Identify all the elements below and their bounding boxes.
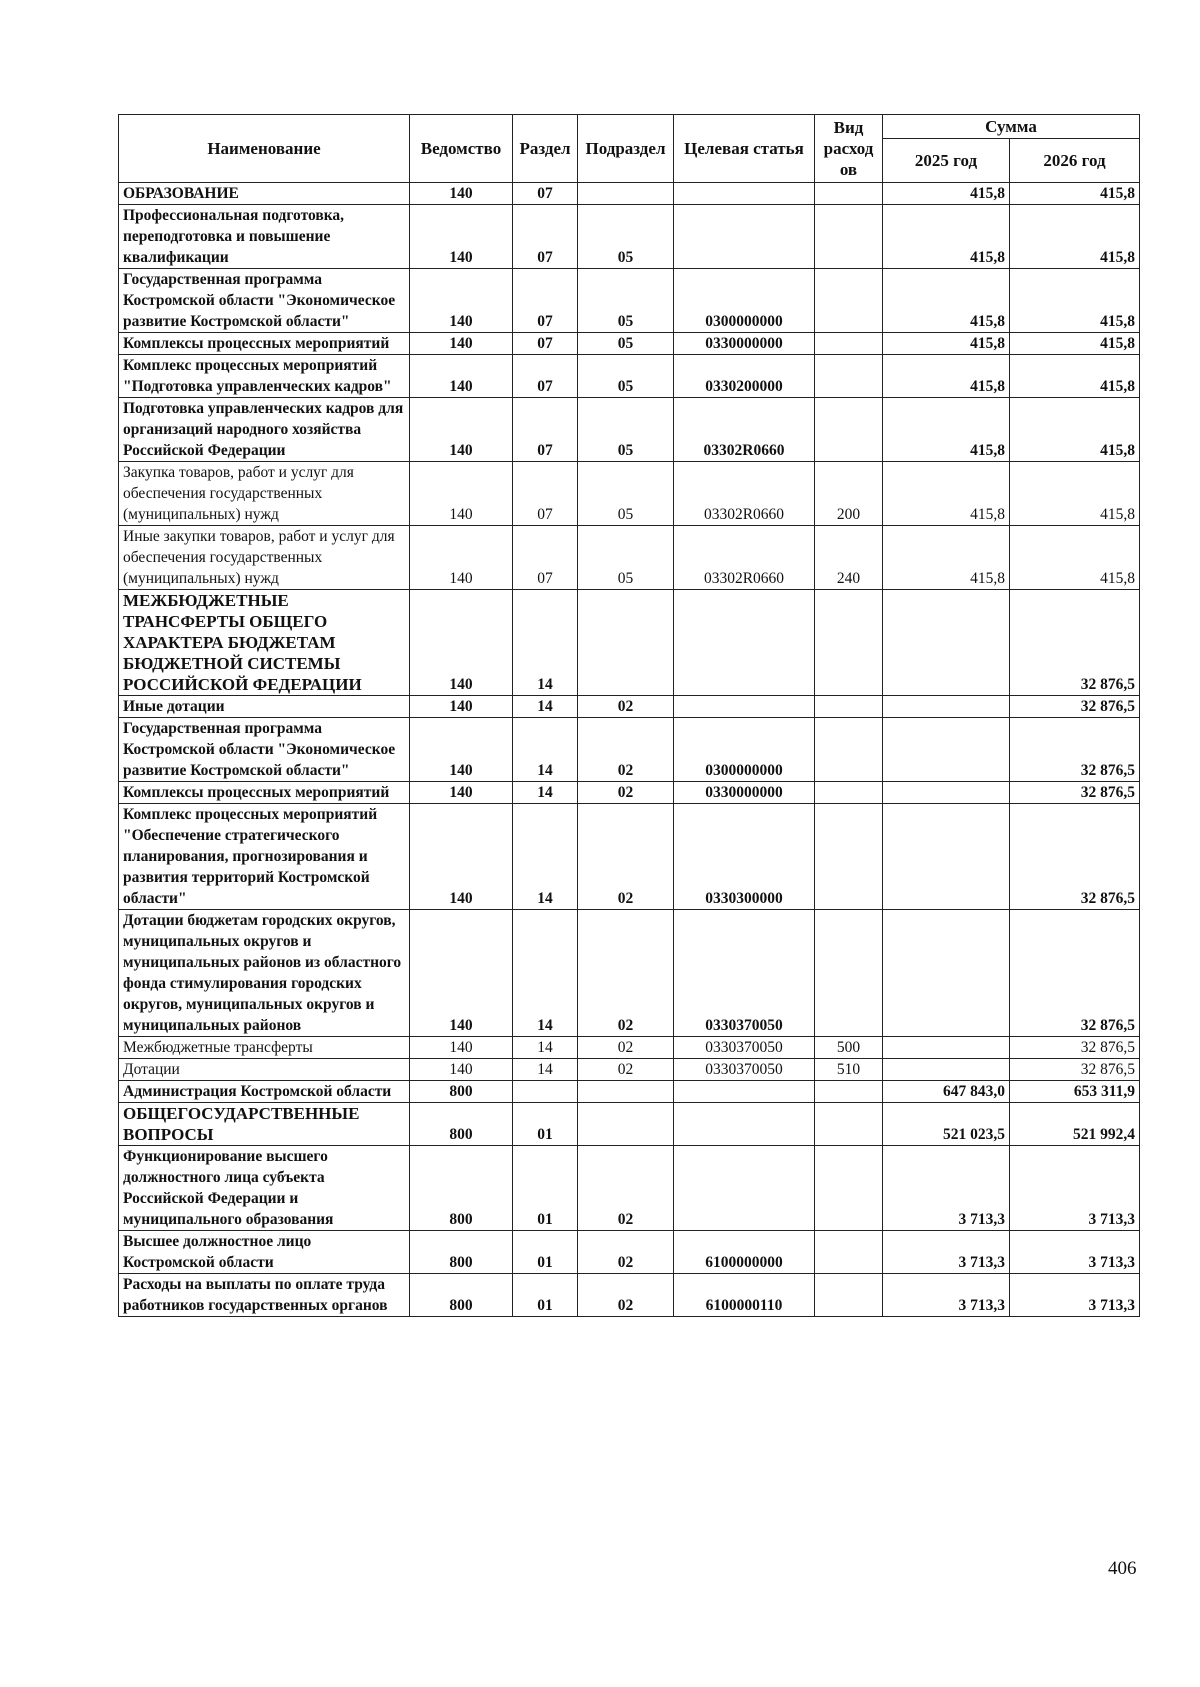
header-dept: Ведомство [410,115,513,183]
header-2025: 2025 год [883,139,1010,183]
table-row [119,333,1140,355]
cell-name: Профессиональная подготовка, переподготовка и повышение квалификации [119,205,410,269]
header-exptype: Вид расход ов [815,115,883,183]
cell-y2025: 647 843,0 [883,1081,1010,1103]
cell-y2026: 32 876,5 [1010,1037,1140,1059]
header-subsection: Подраздел [578,115,674,183]
cell-y2026: 415,8 [1010,462,1140,526]
cell-exptype [815,1231,883,1274]
cell-subsection [578,1081,674,1103]
cell-target: 0300000000 [674,269,815,333]
cell-dept: 140 [410,1059,513,1081]
cell-name: Комплекс процессных мероприятий "Обеспечение стратегического планирования, прогнозирования и развития территорий Костромской области" [119,804,410,910]
cell-subsection: 05 [578,333,674,355]
cell-subsection: 02 [578,718,674,782]
cell-y2025: 3 713,3 [883,1274,1010,1317]
cell-y2026: 32 876,5 [1010,718,1140,782]
cell-target [674,1103,815,1146]
cell-y2026: 3 713,3 [1010,1231,1140,1274]
cell-section: 14 [513,1059,578,1081]
cell-name: Подготовка управленческих кадров для организаций народного хозяйства Российской Федерации [119,398,410,462]
cell-section: 01 [513,1146,578,1231]
cell-name: МЕЖБЮДЖЕТНЫЕ ТРАНСФЕРТЫ ОБЩЕГО ХАРАКТЕРА БЮДЖЕТАМ БЮДЖЕТНОЙ СИСТЕМЫ РОССИЙСКОЙ ФЕДЕРАЦИИ [119,590,410,696]
cell-subsection: 05 [578,205,674,269]
cell-name: Иные дотации [119,696,410,718]
cell-exptype [815,333,883,355]
cell-dept: 140 [410,696,513,718]
cell-y2025: 415,8 [883,205,1010,269]
cell-y2025 [883,1059,1010,1081]
cell-subsection: 05 [578,269,674,333]
table-row [119,183,1140,205]
cell-y2026: 32 876,5 [1010,1059,1140,1081]
cell-exptype [815,1103,883,1146]
cell-subsection [578,1103,674,1146]
cell-subsection: 02 [578,1274,674,1317]
table-row [119,398,1140,462]
page-number: 406 [1108,1558,1137,1579]
cell-y2025 [883,804,1010,910]
cell-section [513,1081,578,1103]
cell-y2026: 415,8 [1010,398,1140,462]
cell-y2026: 32 876,5 [1010,782,1140,804]
cell-section: 01 [513,1103,578,1146]
cell-section: 07 [513,462,578,526]
cell-exptype [815,1081,883,1103]
cell-section: 14 [513,590,578,696]
cell-y2026: 415,8 [1010,333,1140,355]
cell-target [674,696,815,718]
cell-section: 07 [513,526,578,590]
cell-y2025: 3 713,3 [883,1231,1010,1274]
cell-y2026: 32 876,5 [1010,804,1140,910]
cell-y2025: 3 713,3 [883,1146,1010,1231]
cell-dept: 140 [410,782,513,804]
cell-exptype [815,1146,883,1231]
cell-target: 0330370050 [674,1059,815,1081]
cell-exptype [815,355,883,398]
cell-exptype [815,910,883,1037]
cell-target: 0330370050 [674,1037,815,1059]
header-section: Раздел [513,115,578,183]
cell-y2026: 415,8 [1010,183,1140,205]
cell-dept: 140 [410,398,513,462]
cell-y2026: 3 713,3 [1010,1146,1140,1231]
cell-target: 0330370050 [674,910,815,1037]
cell-y2026: 415,8 [1010,526,1140,590]
cell-y2025: 415,8 [883,526,1010,590]
cell-target: 03302R0660 [674,462,815,526]
table-row [119,696,1140,718]
cell-dept: 140 [410,1037,513,1059]
table-row [119,526,1140,590]
cell-name: Дотации бюджетам городских округов, муниципальных округов и муниципальных районов из областного фонда стимулирования городских округов, муниципальных округов и муниципальных районов [119,910,410,1037]
table-row [119,782,1140,804]
cell-name: Комплексы процессных мероприятий [119,782,410,804]
cell-exptype [815,269,883,333]
cell-name: Межбюджетные трансферты [119,1037,410,1059]
cell-section: 07 [513,333,578,355]
cell-dept: 140 [410,462,513,526]
table-row [119,1081,1140,1103]
header-target: Целевая статья [674,115,815,183]
cell-target [674,590,815,696]
cell-subsection: 02 [578,696,674,718]
cell-dept: 800 [410,1274,513,1317]
cell-subsection [578,183,674,205]
cell-dept: 140 [410,526,513,590]
cell-y2025: 415,8 [883,398,1010,462]
cell-subsection: 02 [578,1037,674,1059]
cell-dept: 140 [410,205,513,269]
cell-target [674,183,815,205]
cell-section: 14 [513,782,578,804]
cell-exptype: 200 [815,462,883,526]
cell-y2026: 415,8 [1010,205,1140,269]
cell-exptype [815,1274,883,1317]
cell-exptype: 500 [815,1037,883,1059]
table-row [119,590,1140,696]
header-sum: Сумма [883,115,1140,139]
cell-target: 0330000000 [674,333,815,355]
cell-section: 14 [513,696,578,718]
cell-target [674,1081,815,1103]
cell-target: 0300000000 [674,718,815,782]
cell-y2025: 415,8 [883,269,1010,333]
table-row [119,1103,1140,1146]
cell-dept: 140 [410,333,513,355]
cell-subsection: 02 [578,782,674,804]
cell-dept: 140 [410,910,513,1037]
cell-dept: 140 [410,804,513,910]
cell-name: Иные закупки товаров, работ и услуг для обеспечения государственных (муниципальных) нужд [119,526,410,590]
cell-subsection: 05 [578,526,674,590]
cell-subsection: 02 [578,804,674,910]
header-name: Наименование [119,115,410,183]
cell-y2025 [883,590,1010,696]
cell-section: 01 [513,1274,578,1317]
cell-name: Государственная программа Костромской области "Экономическое развитие Костромской области" [119,269,410,333]
cell-name: Комплекс процессных мероприятий "Подготовка управленческих кадров" [119,355,410,398]
cell-section: 07 [513,355,578,398]
table-row [119,462,1140,526]
header-2026: 2026 год [1010,139,1140,183]
cell-dept: 140 [410,718,513,782]
cell-subsection: 05 [578,355,674,398]
table-row [119,1274,1140,1317]
cell-y2025: 415,8 [883,333,1010,355]
table-row [119,1037,1140,1059]
budget-table [118,114,1140,1317]
cell-subsection [578,590,674,696]
cell-subsection: 02 [578,1146,674,1231]
cell-dept: 800 [410,1146,513,1231]
cell-exptype [815,590,883,696]
cell-exptype [815,804,883,910]
cell-y2026: 32 876,5 [1010,590,1140,696]
cell-dept: 800 [410,1081,513,1103]
cell-target [674,1146,815,1231]
cell-target: 6100000000 [674,1231,815,1274]
cell-section: 14 [513,1037,578,1059]
cell-dept: 140 [410,355,513,398]
cell-target: 6100000110 [674,1274,815,1317]
cell-section: 14 [513,910,578,1037]
cell-target: 0330200000 [674,355,815,398]
cell-name: Государственная программа Костромской области "Экономическое развитие Костромской области" [119,718,410,782]
cell-section: 01 [513,1231,578,1274]
table-row [119,910,1140,1037]
cell-exptype: 240 [815,526,883,590]
cell-dept: 140 [410,183,513,205]
cell-name: Дотации [119,1059,410,1081]
cell-y2025 [883,1037,1010,1059]
cell-name: ОБРАЗОВАНИЕ [119,183,410,205]
cell-target [674,205,815,269]
table-row [119,718,1140,782]
table-row [119,1146,1140,1231]
cell-section: 14 [513,718,578,782]
cell-y2025: 415,8 [883,355,1010,398]
cell-exptype [815,205,883,269]
cell-name: Высшее должностное лицо Костромской области [119,1231,410,1274]
cell-exptype [815,782,883,804]
cell-name: Комплексы процессных мероприятий [119,333,410,355]
cell-y2026: 415,8 [1010,355,1140,398]
cell-exptype [815,183,883,205]
table-row [119,1059,1140,1081]
cell-name: Закупка товаров, работ и услуг для обеспечения государственных (муниципальных) нужд [119,462,410,526]
cell-name: Функционирование высшего должностного лица субъекта Российской Федерации и муниципального образования [119,1146,410,1231]
cell-section: 07 [513,398,578,462]
cell-target: 0330000000 [674,782,815,804]
cell-section: 07 [513,205,578,269]
cell-subsection: 02 [578,910,674,1037]
cell-dept: 140 [410,590,513,696]
cell-y2026: 521 992,4 [1010,1103,1140,1146]
cell-y2026: 415,8 [1010,269,1140,333]
cell-subsection: 05 [578,462,674,526]
table-row [119,269,1140,333]
cell-y2025: 415,8 [883,183,1010,205]
table-row [119,804,1140,910]
cell-y2026: 3 713,3 [1010,1274,1140,1317]
table-row [119,355,1140,398]
cell-subsection: 05 [578,398,674,462]
cell-name: ОБЩЕГОСУДАРСТВЕННЫЕ ВОПРОСЫ [119,1103,410,1146]
cell-section: 07 [513,269,578,333]
table-row [119,205,1140,269]
cell-y2025 [883,718,1010,782]
cell-dept: 800 [410,1231,513,1274]
cell-name: Расходы на выплаты по оплате труда работников государственных органов [119,1274,410,1317]
cell-exptype [815,398,883,462]
table-row [119,1231,1140,1274]
cell-target: 03302R0660 [674,526,815,590]
cell-y2026: 653 311,9 [1010,1081,1140,1103]
cell-name: Администрация Костромской области [119,1081,410,1103]
cell-y2025: 415,8 [883,462,1010,526]
table-body [119,183,1140,1317]
cell-y2025 [883,910,1010,1037]
cell-subsection: 02 [578,1059,674,1081]
cell-y2025: 521 023,5 [883,1103,1010,1146]
cell-dept: 140 [410,269,513,333]
cell-target: 03302R0660 [674,398,815,462]
cell-section: 14 [513,804,578,910]
cell-exptype: 510 [815,1059,883,1081]
cell-section: 07 [513,183,578,205]
cell-y2026: 32 876,5 [1010,696,1140,718]
cell-subsection: 02 [578,1231,674,1274]
cell-y2025 [883,696,1010,718]
cell-target: 0330300000 [674,804,815,910]
cell-exptype [815,696,883,718]
cell-exptype [815,718,883,782]
cell-y2026: 32 876,5 [1010,910,1140,1037]
cell-y2025 [883,782,1010,804]
cell-dept: 800 [410,1103,513,1146]
